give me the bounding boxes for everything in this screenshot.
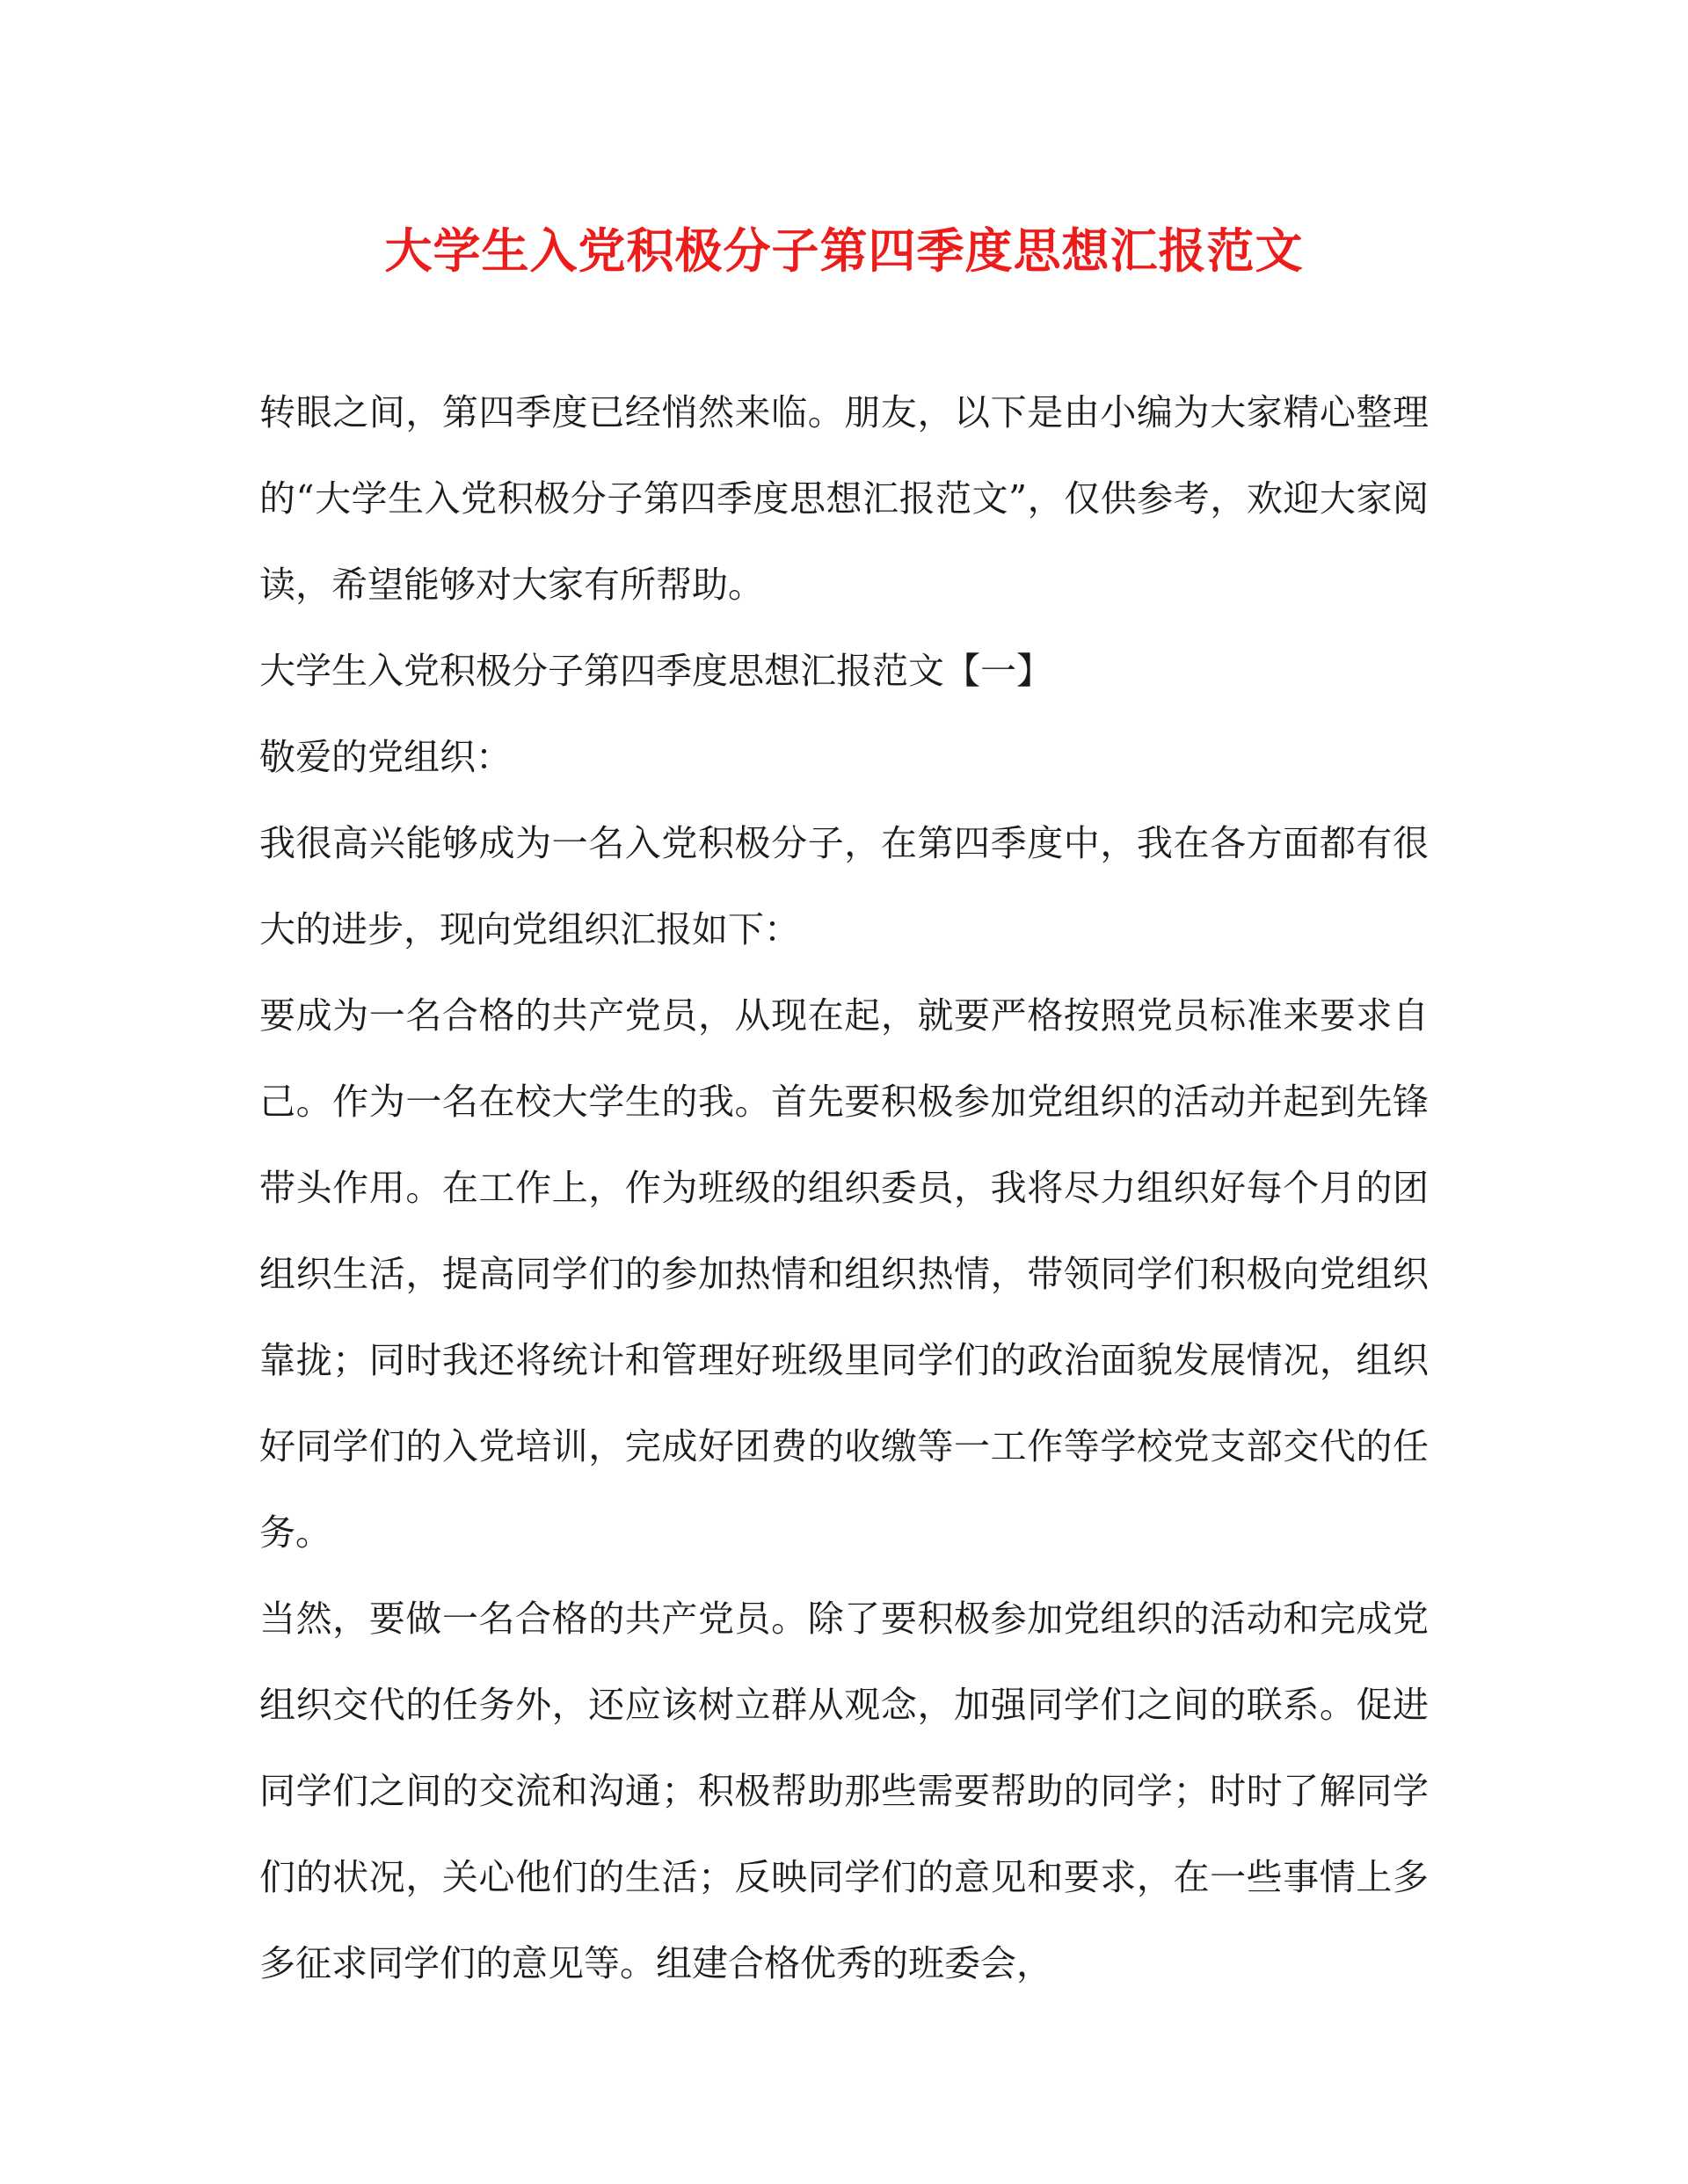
paragraph-opening: 我很高兴能够成为一名入党积极分子，在第四季度中，我在各方面都有很大的进步，现向党组织汇报如下： — [259, 822, 1429, 950]
paragraph-section-heading: 大学生入党积极分子第四季度思想汇报范文【一】 — [259, 650, 1052, 692]
paragraph-intro: 转眼之间，第四季度已经悄然来临。朋友，以下是由小编为大家精心整理的“大学生入党积极分子第四季度思想汇报范文”，仅供参考，欢迎大家阅读，希望能够对大家有所帮助。 — [259, 391, 1429, 606]
document-title: 大学生入党积极分子第四季度思想汇报范文 — [384, 222, 1304, 279]
paragraph-body-1: 要成为一名合格的共产党员，从现在起，就要严格按照党员标准来要求自己。作为一名在校大学生的我。首先要积极参加党组织的活动并起到先锋带头作用。在工作上，作为班级的组织委员，我将尽力组织好每个月的团组织生活，提高同学们的参加热情和组织热情，带领同学们积极向党组织靠拢；同时我还将统计和管理好班级里同学们的政治面貌发展情况，组织好同学们的入党培训，完成好团费的收缴等一工作等学校党支部交代的任务。 — [259, 994, 1429, 1554]
paragraph-salutation: 敬爱的党组织： — [259, 736, 512, 778]
paragraph-body-2: 当然，要做一名合格的共产党员。除了要积极参加党组织的活动和完成党组织交代的任务外，还应该树立群从观念，加强同学们之间的联系。促进同学们之间的交流和沟通；积极帮助那些需要帮助的同学；时时了解同学们的状况，关心他们的生活；反映同学们的意见和要求，在一些事情上多多征求同学们的意见等。组建合格优秀的班委会， — [259, 1598, 1429, 1984]
document-body — [259, 369, 1429, 2006]
